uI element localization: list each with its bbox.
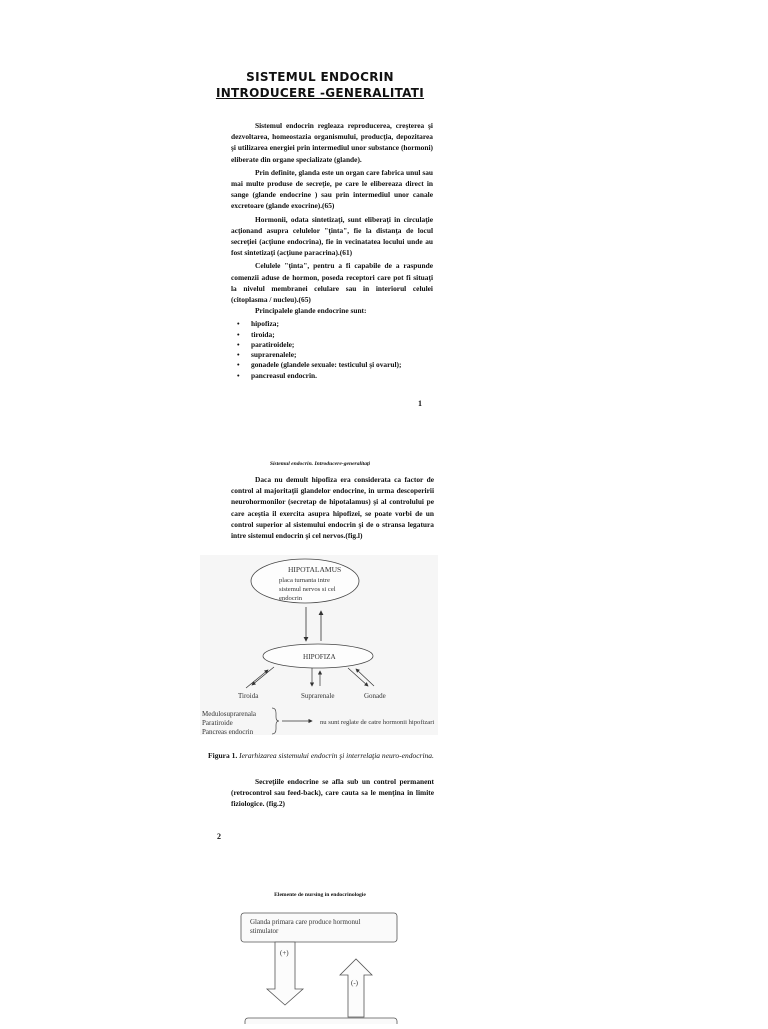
independent-gland: Medulosuprarenala [202, 710, 257, 718]
suprarenale-label: Suprarenale [301, 692, 335, 700]
list-item: • suprarenalele; [237, 350, 441, 360]
page2-text-2 [231, 776, 434, 812]
figure-1-diagram [200, 555, 438, 735]
paragraph: Celulele "ţinta", pentru a fi capabile de a raspunde comenzii aduse de hormon, poseda receptori care pot fi situaţi la nivelul membranei celulare sau in interiorul celulei (citoplasma / nucleu).(65) [231, 261, 433, 305]
minus-sign: (-) [351, 979, 358, 987]
paragraph: Secreţiile endocrine se afla sub un control permanent (retrocontrol sau feed-back), care cauta sa le menţina in limite fiziologice. (fig.2) [231, 777, 434, 809]
list-item: • hipofiza; [237, 319, 441, 329]
gonade-label: Gonade [364, 692, 386, 700]
list-item: • tiroida; [237, 330, 441, 340]
gland-list [231, 306, 441, 381]
list-item: • pancreasul endocrin. [237, 371, 441, 381]
caption-label: Figura 1. [208, 751, 238, 760]
box-label: stimulator [250, 927, 279, 935]
intro-text [231, 120, 433, 307]
plus-sign: (+) [280, 949, 289, 957]
arrow-to-tiroida [252, 667, 274, 685]
hipotalamus-label: HIPOTALAMUS [288, 565, 342, 574]
arrow-from-tiroida [246, 670, 268, 688]
hipotalamus-note: endocrin [279, 595, 303, 602]
hipotalamus-note: placa turnanta intre [279, 577, 330, 584]
page-subtitle: INTRODUCERE -GENERALITATI [215, 86, 425, 100]
hipofiza-label: HIPOFIZA [303, 653, 336, 661]
caption-text: Ierarhizarea sistemului endocrin şi interrelaţia neuro-endocrina. [239, 751, 434, 760]
paragraph: Sistemul endocrin regleaza reproducerea, creşterea şi dezvoltarea, homeostazia organismului, producţia, depozitarea şi utilizarea energiei prin intermediul unor substance (hormoni) eliberate din organe specializate (glande). [231, 121, 433, 164]
running-head: Elemente de nursing in endocrinologie [274, 892, 366, 898]
page-number: 1 [418, 399, 422, 408]
box-label: Glanda primara care produce hormonul [250, 918, 361, 926]
hipotalamus-note: sistemul nervos si cel [279, 586, 336, 593]
figure-1-caption [203, 751, 439, 761]
paragraph: Hormonii, odata sintetizaţi, sunt eliberaţi in circulaţie acţionand asupra celulelor "ţinta", fie la distanţa de locul secreţiei (acţiune endocrina), fie in vecinatatea locului unde au fost sintetizaţi (acţiune paracrina).(61) [231, 214, 433, 258]
brace [272, 708, 279, 734]
list-heading: Principalele glande endocrine sunt: [255, 306, 367, 315]
figure-2-diagram [237, 905, 407, 1024]
tiroida-label: Tiroida [238, 692, 259, 700]
paragraph: Prin definite, glanda este un organ care fabrica unul sau mai multe produse de secreţie, pe care le elibereaza direct in sange (glande endocrine ) sau prin intermediul unor canale excretoare (glande exocrine).(65) [231, 167, 433, 211]
up-block-arrow [340, 959, 372, 1017]
page2-text [231, 474, 434, 543]
running-head: Sistemul endocrin. Introducere-generalitaţi [269, 461, 371, 467]
independent-gland: Paratiroide [202, 719, 233, 727]
list-item: • gonadele (glandele sexuale: testiculul şi ovarul); [237, 360, 441, 370]
list-item: • paratiroidele; [237, 340, 441, 350]
page-title: SISTEMUL ENDOCRIN [246, 70, 394, 84]
paragraph: Daca nu demult hipofiza era considerata ca factor de control al majoritaţii glandelor endocrine, in urma descoperirii neurohormonilor (secretap de hipotalamus) şi al controlului pe care aceştia il exercita asupra hipofizei, se poate vorbi de un control superior al sistemului endocrin şi de o stransa legatura intre sistemul endocrin şi cel nervos.(fig.l) [231, 475, 434, 541]
page-number: 2 [217, 832, 221, 841]
independent-note: nu sunt reglate de catre hormonii hipofizari [320, 719, 435, 726]
independent-gland: Pancreas endocrin [202, 728, 254, 735]
secondary-gland-box [245, 1018, 397, 1024]
